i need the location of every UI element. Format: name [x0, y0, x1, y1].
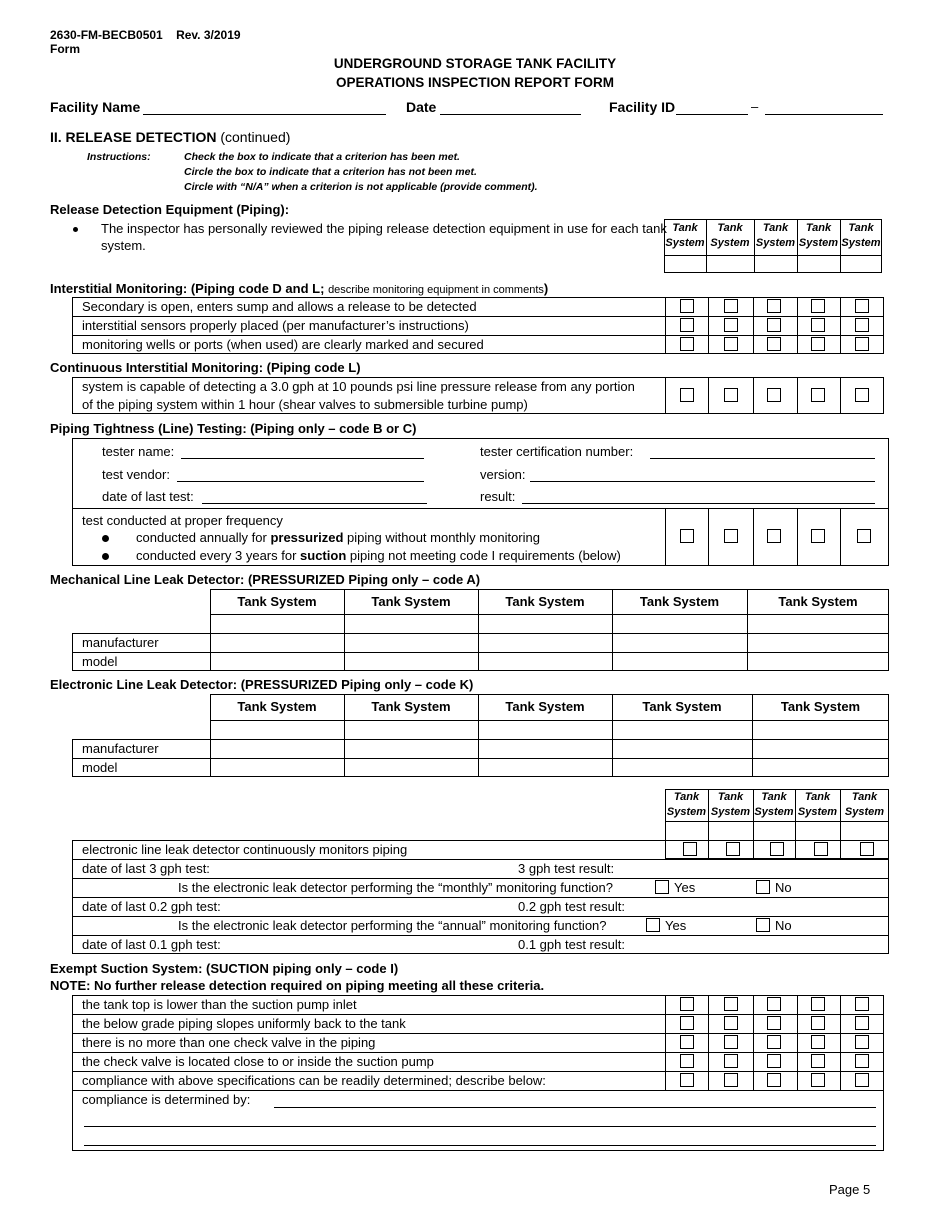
model-label: model: [82, 654, 118, 669]
result-01gph-label: 0.1 gph test result:: [518, 937, 625, 952]
form-title-line1: UNDERGROUND STORAGE TANK FACILITY: [333, 56, 617, 71]
checkbox[interactable]: [724, 1073, 738, 1087]
monthly-question: Is the electronic leak detector performing the “monthly” monitoring function?: [178, 880, 613, 895]
interstitial-title: Interstitial Monitoring: (Piping code D and L; describe monitoring equipment in comments): [50, 281, 549, 296]
checkbox[interactable]: [767, 1054, 781, 1068]
checkbox[interactable]: [811, 997, 825, 1011]
interstitial-item: monitoring wells or ports (when used) are clearly marked and secured: [82, 337, 484, 352]
checkbox[interactable]: [724, 299, 738, 313]
checkbox[interactable]: [767, 388, 781, 402]
tank-system-header-4: Tank System: [798, 222, 839, 249]
exempt-item: the tank top is lower than the suction pump inlet: [82, 997, 357, 1012]
checkbox[interactable]: [767, 997, 781, 1011]
result-3gph-label: 3 gph test result:: [518, 861, 615, 876]
tank-system-header-1: Tank System: [665, 222, 705, 249]
form-code: 2630-FM-BECB0501 Rev. 3/2019: [50, 28, 241, 42]
checkbox[interactable]: [767, 1035, 781, 1049]
checkbox[interactable]: [811, 388, 825, 402]
tank-system-header-2: Tank System: [710, 791, 751, 818]
result-field[interactable]: [522, 503, 875, 504]
annual-text: conducted annually for pressurized piping without monthly monitoring: [136, 530, 540, 545]
checkbox[interactable]: [855, 318, 869, 332]
instructions-line1: Check the box to indicate that a criterion has been met.: [184, 151, 460, 163]
continuous-line1: system is capable of detecting a 3.0 gph at 10 pounds psi line pressure release from any portion: [82, 379, 635, 394]
date-01gph-label: date of last 0.1 gph test:: [82, 937, 221, 952]
tank-system-header: Tank System: [505, 594, 585, 609]
checkbox[interactable]: [767, 337, 781, 351]
exempt-title: Exempt Suction System: (SUCTION piping only – code I): [50, 961, 399, 976]
checkbox[interactable]: [855, 1073, 869, 1087]
checkbox[interactable]: [724, 388, 738, 402]
test-vendor-field[interactable]: [177, 481, 424, 482]
tank-system-header: Tank System: [237, 699, 317, 714]
checkbox[interactable]: [811, 1016, 825, 1030]
checkbox[interactable]: [767, 1016, 781, 1030]
result-label: result:: [480, 489, 516, 504]
equipment-line2: system.: [101, 238, 146, 253]
checkbox[interactable]: [767, 299, 781, 313]
monthly-yes-checkbox[interactable]: [655, 880, 669, 894]
bullet-icon: [102, 553, 109, 560]
annual-question: Is the electronic leak detector performing the “annual” monitoring function?: [178, 918, 607, 933]
date-last-test-label: date of last test:: [102, 489, 194, 504]
checkbox[interactable]: [855, 388, 869, 402]
date-3gph-label: date of last 3 gph test:: [82, 861, 210, 876]
exempt-item: there is no more than one check valve in the piping: [82, 1035, 376, 1050]
three-year-text: conducted every 3 years for suction piping not meeting code I requirements (below): [136, 548, 621, 563]
facility-id-field-2[interactable]: [765, 114, 883, 115]
checkbox[interactable]: [683, 842, 697, 856]
checkbox[interactable]: [811, 1073, 825, 1087]
tank-system-header: Tank System: [371, 699, 451, 714]
tightness-title: Piping Tightness (Line) Testing: (Piping only – code B or C): [50, 421, 417, 436]
checkbox[interactable]: [724, 529, 738, 543]
tester-name-label: tester name:: [102, 444, 175, 459]
checkbox[interactable]: [724, 318, 738, 332]
instructions-label: Instructions:: [87, 151, 151, 163]
checkbox[interactable]: [860, 842, 874, 856]
bullet-icon: [73, 227, 78, 232]
equipment-line1: The inspector has personally reviewed the piping release detection equipment in use for each tank: [101, 221, 667, 236]
facility-name-field[interactable]: [143, 114, 386, 115]
facility-name-label: Facility Name: [50, 99, 141, 115]
checkbox[interactable]: [724, 337, 738, 351]
checkbox[interactable]: [811, 337, 825, 351]
checkbox[interactable]: [811, 299, 825, 313]
checkbox[interactable]: [767, 1073, 781, 1087]
checkbox[interactable]: [767, 318, 781, 332]
annual-no-checkbox[interactable]: [756, 918, 770, 932]
date-field[interactable]: [440, 114, 581, 115]
monitors-label: electronic line leak detector continuously monitors piping: [82, 842, 408, 857]
checkbox[interactable]: [855, 337, 869, 351]
model-label: model: [82, 760, 118, 775]
result-02gph-label: 0.2 gph test result:: [518, 899, 625, 914]
tester-cert-field[interactable]: [650, 458, 875, 459]
continuous-line2: of the piping system within 1 hour (shear valves to submersible turbine pump): [82, 397, 528, 412]
tank-system-header: Tank System: [371, 594, 451, 609]
compliance-field-3[interactable]: [84, 1145, 876, 1146]
checkbox[interactable]: [680, 318, 694, 332]
checkbox[interactable]: [814, 842, 828, 856]
monthly-no-checkbox[interactable]: [756, 880, 770, 894]
checkbox[interactable]: [680, 529, 694, 543]
mechanical-title: Mechanical Line Leak Detector: (PRESSURIZED Piping only – code A): [50, 572, 481, 587]
date-label: Date: [406, 99, 437, 115]
checkbox[interactable]: [680, 337, 694, 351]
tank-system-header: Tank System: [778, 594, 858, 609]
bullet-icon: [102, 535, 109, 542]
yes-label: Yes: [665, 918, 687, 933]
manufacturer-label: manufacturer: [82, 635, 159, 650]
tank-system-header-1: Tank System: [666, 791, 707, 818]
tank-system-header-5: Tank System: [841, 222, 881, 249]
checkbox[interactable]: [855, 1035, 869, 1049]
frequency-label: test conducted at proper frequency: [82, 513, 283, 528]
exempt-item: the check valve is located close to or inside the suction pump: [82, 1054, 434, 1069]
tank-system-header: Tank System: [642, 699, 722, 714]
no-label: No: [775, 918, 792, 933]
checkbox[interactable]: [726, 842, 740, 856]
annual-yes-checkbox[interactable]: [646, 918, 660, 932]
test-vendor-label: test vendor:: [102, 467, 170, 482]
checkbox[interactable]: [811, 1035, 825, 1049]
continuous-title: Continuous Interstitial Monitoring: (Piping code L): [50, 360, 361, 375]
exempt-item: the below grade piping slopes uniformly back to the tank: [82, 1016, 406, 1031]
equipment-title: Release Detection Equipment (Piping):: [50, 202, 290, 217]
manufacturer-label: manufacturer: [82, 741, 159, 756]
facility-id-label: Facility ID: [609, 99, 676, 115]
interstitial-item: interstitial sensors properly placed (per manufacturer’s instructions): [82, 318, 469, 333]
tank-system-header-5: Tank System: [844, 791, 885, 818]
form-title-line2: OPERATIONS INSPECTION REPORT FORM: [335, 75, 614, 90]
checkbox[interactable]: [680, 388, 694, 402]
yes-label: Yes: [674, 880, 696, 895]
checkbox[interactable]: [680, 1073, 694, 1087]
version-label: version:: [480, 467, 526, 482]
tank-system-header-4: Tank System: [797, 791, 838, 818]
date-02gph-label: date of last 0.2 gph test:: [82, 899, 221, 914]
checkbox[interactable]: [680, 1035, 694, 1049]
form-label: Form: [50, 42, 80, 56]
compliance-field-1[interactable]: [274, 1107, 876, 1108]
exempt-item: compliance with above specifications can be readily determined; describe below:: [82, 1073, 546, 1088]
checkbox[interactable]: [855, 1054, 869, 1068]
compliance-field-2[interactable]: [84, 1126, 876, 1127]
checkbox[interactable]: [770, 842, 784, 856]
tester-cert-label: tester certification number:: [480, 444, 634, 459]
instructions-line3: Circle with “N/A” when a criterion is not applicable (provide comment).: [184, 181, 538, 193]
electronic-title: Electronic Line Leak Detector: (PRESSURIZED Piping only – code K): [50, 677, 474, 692]
checkbox[interactable]: [767, 529, 781, 543]
date-last-test-field[interactable]: [202, 503, 427, 504]
checkbox[interactable]: [724, 1035, 738, 1049]
checkbox[interactable]: [680, 299, 694, 313]
facility-id-separator: –: [751, 99, 759, 114]
checkbox[interactable]: [855, 1016, 869, 1030]
instructions-line2: Circle the box to indicate that a criterion has not been met.: [184, 166, 477, 178]
interstitial-item: Secondary is open, enters sump and allows a release to be detected: [82, 299, 477, 314]
checkbox[interactable]: [811, 1054, 825, 1068]
checkbox[interactable]: [680, 1016, 694, 1030]
no-label: No: [775, 880, 792, 895]
checkbox[interactable]: [855, 997, 869, 1011]
checkbox[interactable]: [811, 318, 825, 332]
tank-system-header-3: Tank System: [754, 791, 794, 818]
checkbox[interactable]: [724, 1054, 738, 1068]
tank-system-header-2: Tank System: [710, 222, 750, 249]
compliance-label: compliance is determined by:: [82, 1092, 251, 1107]
version-field[interactable]: [530, 481, 875, 482]
checkbox[interactable]: [680, 1054, 694, 1068]
checkbox[interactable]: [724, 997, 738, 1011]
exempt-note: NOTE: No further release detection required on piping meeting all these criteria.: [50, 978, 545, 993]
tank-system-header-3: Tank System: [755, 222, 796, 249]
checkbox[interactable]: [857, 529, 871, 543]
checkbox[interactable]: [724, 1016, 738, 1030]
tank-system-header: Tank System: [639, 594, 720, 609]
facility-id-field-1[interactable]: [676, 114, 748, 115]
tank-system-header: Tank System: [505, 699, 585, 714]
tank-system-header: Tank System: [237, 594, 317, 609]
page-number: Page 5: [829, 1182, 871, 1197]
section-title: II. RELEASE DETECTION (continued): [50, 129, 291, 145]
checkbox[interactable]: [680, 997, 694, 1011]
checkbox[interactable]: [855, 299, 869, 313]
tester-name-field[interactable]: [181, 458, 424, 459]
checkbox[interactable]: [811, 529, 825, 543]
tank-system-header: Tank System: [780, 699, 861, 714]
